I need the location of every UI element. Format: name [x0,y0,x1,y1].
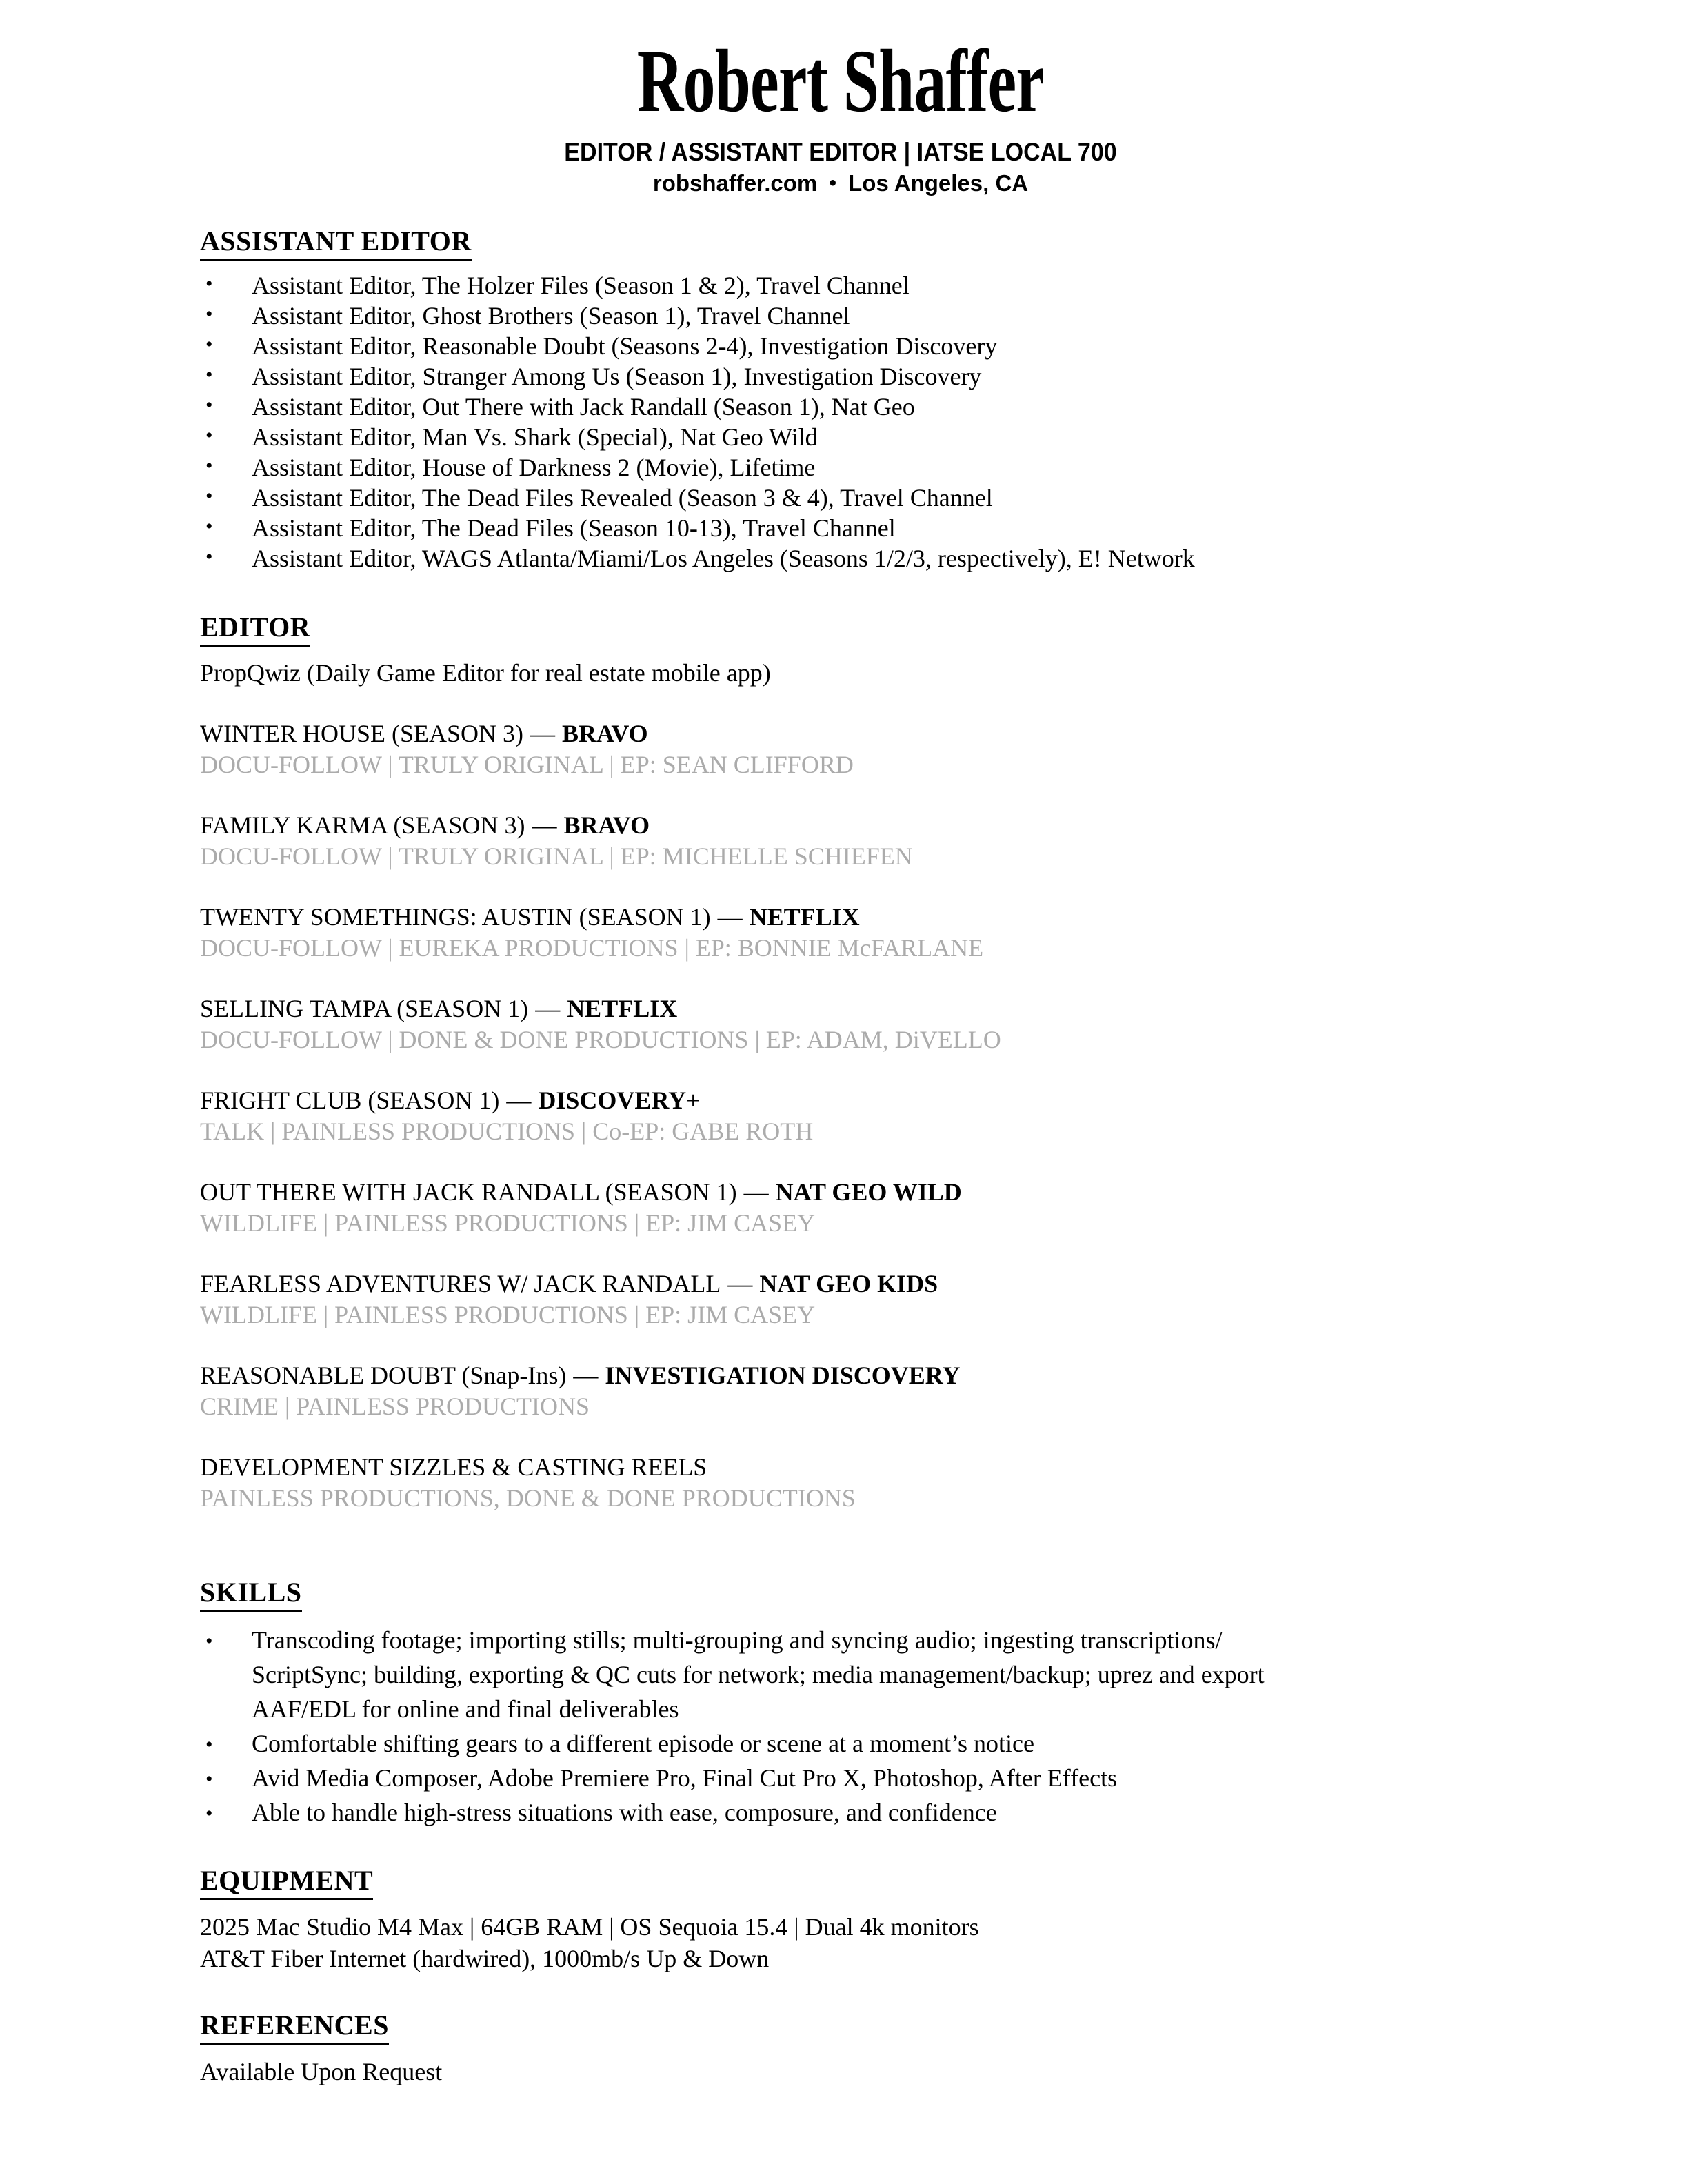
credit-title [200,1452,1481,1483]
list-item [200,452,1481,483]
em-dash: — [506,1086,532,1114]
credit-show-name: FAMILY KARMA (SEASON 3) [200,811,525,839]
credit-block [200,1452,1481,1514]
credit-network: NAT GEO WILD [775,1178,962,1206]
website-text: robshaffer.com [652,170,818,196]
credit-block [200,718,1481,780]
credit-block [200,902,1481,964]
credit-text: Assistant Editor, Ghost Brothers (Season 1), Travel Channel [252,302,850,330]
bullet-icon: • [205,454,213,477]
list-item [200,422,1481,452]
credit-text: Assistant Editor, Man Vs. Shark (Special), Nat Geo Wild [252,423,818,451]
list-item [200,301,1481,331]
section-equipment [200,1866,1481,1974]
credit-block [200,810,1481,872]
section-references [200,2010,1481,2087]
credit-text: Assistant Editor, Reasonable Doubt (Seasons 2-4), Investigation Discovery [252,332,998,360]
credit-block [200,1085,1481,1147]
credit-title [200,1360,1481,1391]
references-text: Available Upon Request [200,2058,443,2085]
credit-title [200,993,1481,1024]
credit-network: NETFLIX [567,995,678,1022]
credit-title [200,1085,1481,1116]
credit-title [200,1177,1481,1208]
list-item [200,1623,1481,1726]
credit-network: INVESTIGATION DISCOVERY [605,1362,961,1389]
em-dash: — [727,1270,753,1297]
em-dash: — [530,720,555,747]
skill-line: ScriptSync; building, exporting & QC cuts for network; media management/backup; uprez and export [252,1661,1265,1688]
credit-block [200,993,1481,1055]
skill-text [252,1623,1481,1726]
section-assistant-editor [200,226,1481,574]
equipment-lines [200,1911,1481,1974]
skill-text: Comfortable shifting gears to a different episode or scene at a moment’s notice [252,1730,1034,1757]
bullet-icon: • [205,394,213,416]
credit-text: Assistant Editor, The Dead Files Revealed (Season 3 & 4), Travel Channel [252,484,993,512]
bullet-icon: • [205,1733,213,1756]
assistant-editor-list [200,270,1481,574]
credit-network: BRAVO [563,811,650,839]
credit-text: Assistant Editor, The Dead Files (Season 10-13), Travel Channel [252,514,896,542]
list-item [200,361,1481,392]
list-item [200,331,1481,361]
credit-title [200,718,1481,749]
credit-show-name: FEARLESS ADVENTURES W/ JACK RANDALL [200,1270,721,1297]
credit-network: DISCOVERY+ [538,1086,701,1114]
bullet-icon: • [205,1768,213,1790]
list-item [200,1726,1481,1761]
credit-details: WILDLIFE | PAINLESS PRODUCTIONS | EP: JIM CASEY [200,1301,816,1328]
location-text: Los Angeles, CA [848,170,1029,196]
editor-intro: PropQwiz (Daily Game Editor for real estate mobile app) [200,659,771,687]
contact-line [200,168,1481,199]
section-skills [200,1577,1481,1830]
list-item [200,543,1481,574]
bullet-icon: • [205,545,213,568]
name-title: Robert Shaffer [636,32,1045,131]
credit-block [200,1360,1481,1422]
list-item [200,270,1481,301]
list-item [200,483,1481,513]
credit-show-name: TWENTY SOMETHINGS: AUSTIN (SEASON 1) [200,903,711,931]
editor-credits [200,718,1481,1514]
credit-text: Assistant Editor, House of Darkness 2 (Movie), Lifetime [252,454,816,481]
credit-block [200,1268,1481,1331]
equipment-heading: EQUIPMENT [200,1866,373,1900]
em-dash: — [573,1362,599,1389]
bullet-icon: • [205,303,213,325]
skills-list [200,1623,1481,1830]
em-dash: — [535,995,561,1022]
em-dash: — [743,1178,769,1206]
section-editor [200,612,1481,1514]
editor-heading: EDITOR [200,612,310,647]
credit-block [200,1177,1481,1239]
assistant-editor-heading: ASSISTANT EDITOR [200,226,472,261]
credit-details: CRIME | PAINLESS PRODUCTIONS [200,1393,590,1420]
skill-line: Transcoding footage; importing stills; multi-grouping and syncing audio; ingesting transcriptions/ [252,1626,1223,1654]
credit-title [200,902,1481,933]
credit-text: Assistant Editor, WAGS Atlanta/Miami/Los Angeles (Seasons 1/2/3, respectively), E! Network [252,545,1195,572]
credit-details: DOCU-FOLLOW | TRULY ORIGINAL | EP: MICHELLE SCHIEFEN [200,842,913,870]
equipment-line: AT&T Fiber Internet (hardwired), 1000mb/s Up & Down [200,1945,770,1972]
bullet-icon: • [205,363,213,386]
bullet-icon: • [205,515,213,538]
credit-text: Assistant Editor, Stranger Among Us (Season 1), Investigation Discovery [252,363,982,390]
bullet-icon: • [205,1630,213,1652]
list-item [200,1761,1481,1795]
credit-details: DOCU-FOLLOW | TRULY ORIGINAL | EP: SEAN CLIFFORD [200,751,854,778]
role-subtitle: EDITOR / ASSISTANT EDITOR | IATSE LOCAL 700 [564,138,1117,166]
credit-network: NAT GEO KIDS [759,1270,938,1297]
credit-title [200,1268,1481,1300]
resume-header [200,33,1481,199]
references-heading: REFERENCES [200,2010,389,2045]
credit-details: DOCU-FOLLOW | DONE & DONE PRODUCTIONS | EP: ADAM, DiVELLO [200,1026,1001,1053]
em-dash: — [717,903,743,931]
credit-show-name: OUT THERE WITH JACK RANDALL (SEASON 1) [200,1178,737,1206]
list-item [200,513,1481,543]
credit-network: NETFLIX [749,903,860,931]
credit-details: TALK | PAINLESS PRODUCTIONS | Co-EP: GABE ROTH [200,1118,814,1145]
equipment-line: 2025 Mac Studio M4 Max | 64GB RAM | OS Sequoia 15.4 | Dual 4k monitors [200,1913,979,1941]
bullet-icon: • [205,424,213,447]
credit-show-name: WINTER HOUSE (SEASON 3) [200,720,523,747]
credit-show-name: REASONABLE DOUBT (Snap-Ins) [200,1362,567,1389]
credit-show-name: SELLING TAMPA (SEASON 1) [200,995,529,1022]
bullet-icon: • [205,1802,213,1825]
em-dash: — [532,811,557,839]
skills-heading: SKILLS [200,1577,302,1612]
credit-details: DOCU-FOLLOW | EUREKA PRODUCTIONS | EP: BONNIE McFARLANE [200,934,984,962]
credit-details: PAINLESS PRODUCTIONS, DONE & DONE PRODUCTIONS [200,1484,856,1512]
credit-text: Assistant Editor, The Holzer Files (Season 1 & 2), Travel Channel [252,272,910,299]
skill-text: Able to handle high-stress situations with ease, composure, and confidence [252,1799,997,1826]
skill-text: Avid Media Composer, Adobe Premiere Pro, Final Cut Pro X, Photoshop, After Effects [252,1764,1118,1792]
credit-show-name: DEVELOPMENT SIZZLES & CASTING REELS [200,1453,707,1481]
list-item [200,1795,1481,1830]
list-item [200,392,1481,422]
credit-show-name: FRIGHT CLUB (SEASON 1) [200,1086,500,1114]
credit-text: Assistant Editor, Out There with Jack Randall (Season 1), Nat Geo [252,393,915,421]
dot-separator-icon: • [829,172,836,194]
credit-network: BRAVO [561,720,648,747]
credit-details: WILDLIFE | PAINLESS PRODUCTIONS | EP: JIM CASEY [200,1209,816,1237]
bullet-icon: • [205,485,213,507]
bullet-icon: • [205,333,213,356]
skill-line: AAF/EDL for online and final deliverables [252,1695,679,1723]
bullet-icon: • [205,272,213,295]
credit-title [200,810,1481,841]
